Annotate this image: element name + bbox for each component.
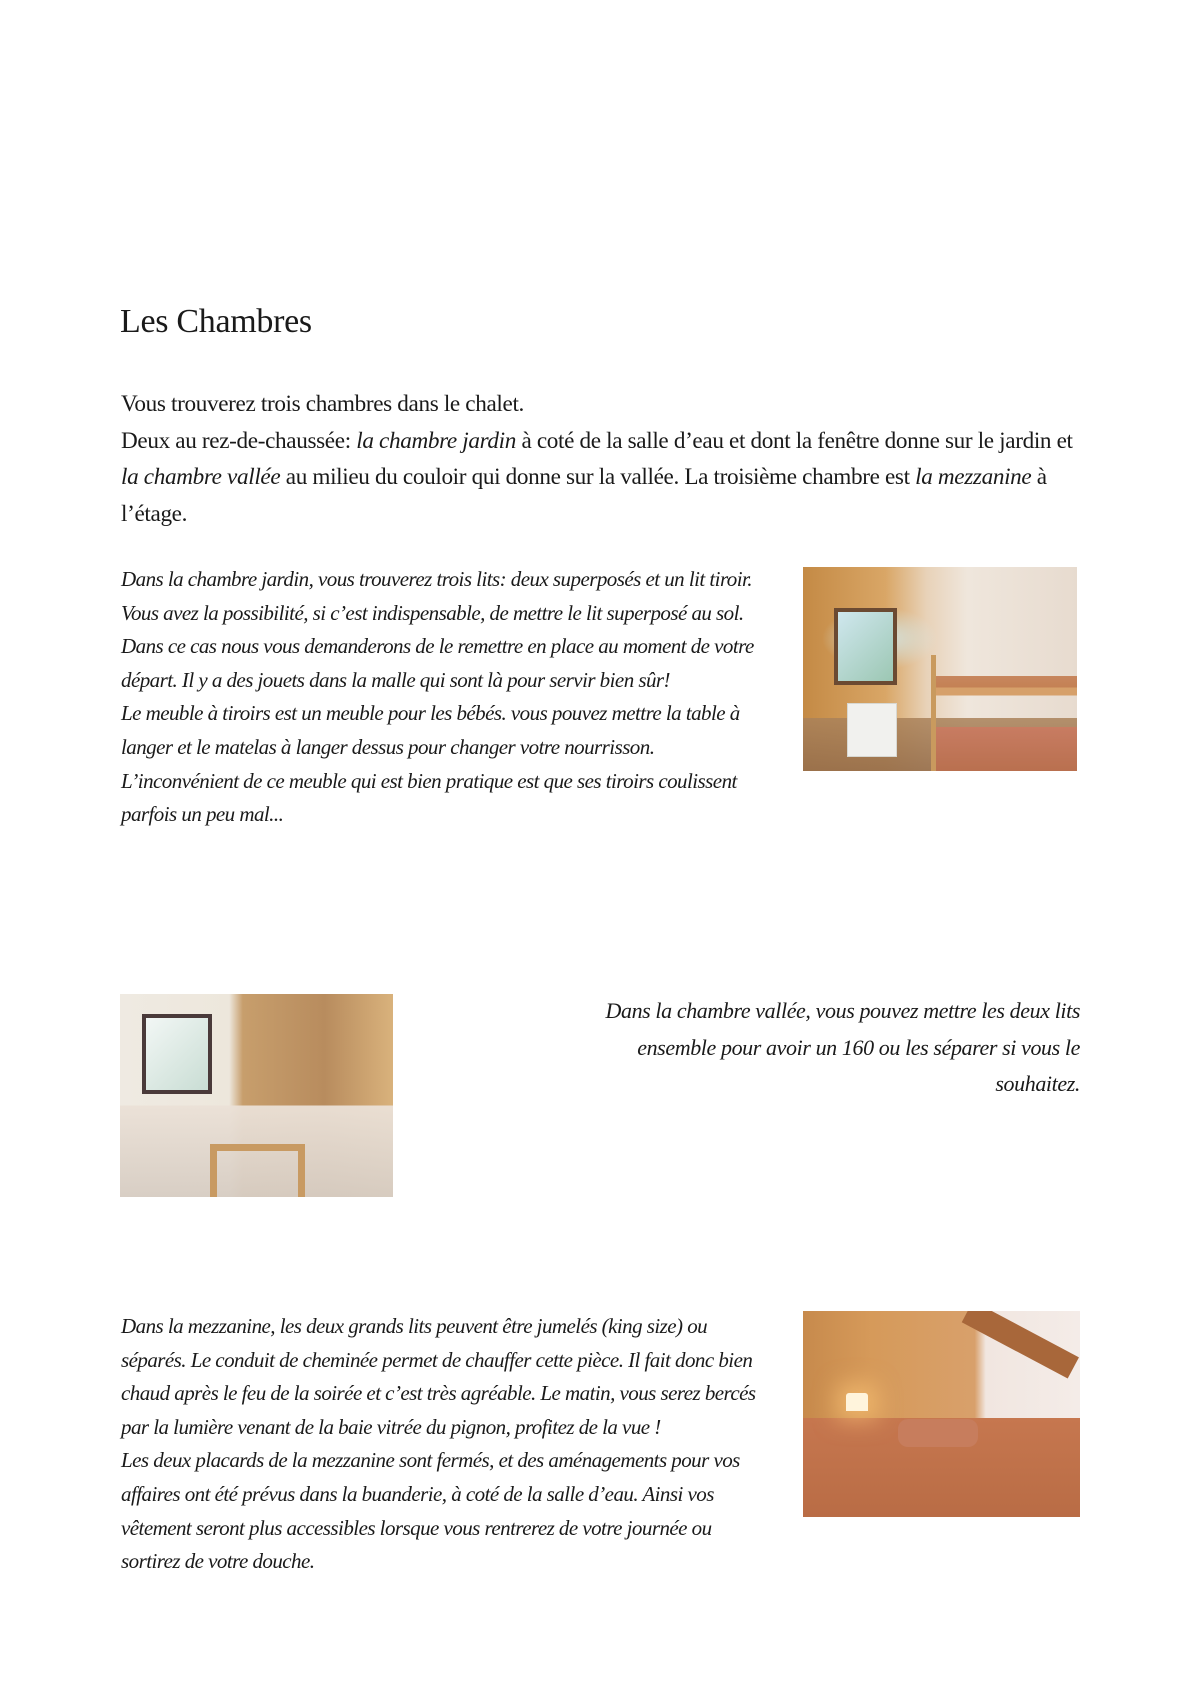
room-name-vallee: la chambre vallée — [121, 464, 281, 490]
room-description-jardin — [121, 563, 761, 832]
intro-rooms-description — [121, 423, 1083, 533]
intro-text: Deux au rez-de-chaussée: — [121, 427, 357, 454]
photo-chambre-vallee — [120, 994, 393, 1197]
room-description-vallee — [600, 993, 1080, 1103]
intro-text: à coté de la salle d’eau et dont la fenêtre donne sur le jardin et — [516, 427, 1073, 454]
intro-line: Vous trouverez trois chambres dans le chalet. — [121, 391, 524, 417]
room-paragraph: Les deux placards de la mezzanine sont fermés, et des aménagements pour vos affaires ont été prévus dans la buanderie, à coté de la salle d’eau. Ainsi vos vêtement seront plus accessibles lorsque vous rentrerez de votre journée ou sortirez de votre douche. — [121, 1448, 740, 1574]
room-name-jardin: la chambre jardin — [356, 427, 517, 454]
page-title: Les Chambres — [120, 303, 312, 340]
intro-text: au milieu du couloir qui donne sur la vallée. La troisième chambre est — [280, 464, 916, 490]
bed-frame-shape — [210, 1144, 305, 1197]
roof-beam-shape — [962, 1311, 1079, 1379]
photo-mezzanine — [803, 1311, 1080, 1517]
room-paragraph: Dans la mezzanine, les deux grands lits peuvent être jumelés (king size) ou séparés. Le conduit de cheminée permet de chauffer cette pièce. Il fait donc bien chaud après le feu de la soirée et c’est très agréable. Le matin, vous serez bercés par la lumière venant de la baie vitrée du pignon, profitez de la vue ! — [121, 1314, 756, 1439]
window-shape — [142, 1014, 212, 1094]
room-name-mezzanine: la mezzanine — [915, 464, 1032, 490]
intro-section — [121, 386, 1083, 532]
room-description-mezzanine — [121, 1310, 761, 1579]
room-paragraph: Dans la chambre vallée, vous pouvez mettre les deux lits ensemble pour avoir un 160 ou les séparer si vous le souhaitez. — [605, 998, 1080, 1096]
radiator-shape — [847, 703, 897, 757]
photo-chambre-jardin — [803, 567, 1077, 771]
room-paragraph: Vous avez la possibilité, si c’est indispensable, de mettre le lit superposé au sol. Dans ce cas nous vous demanderons de le remettre en place au moment de votre départ. Il y a des jouets dans la malle qui sont là pour servir bien sûr! — [121, 600, 754, 692]
lamp-shape — [846, 1393, 868, 1411]
pillow-shape — [898, 1419, 978, 1447]
room-paragraph: Dans la chambre jardin, vous trouverez trois lits: deux superposés et un lit tiroir. — [121, 567, 753, 591]
room-paragraph: Le meuble à tiroirs est un meuble pour les bébés. vous pouvez mettre la table à langer et le matelas à langer dessus pour changer votre nourrisson. L’inconvénient de ce meuble qui est bien pratique est que ses tiroirs coulissent parfois un peu mal... — [121, 701, 740, 827]
bunk-bed-shape — [931, 655, 1077, 771]
intro-text: à l’étage. — [121, 464, 1047, 527]
window-shape — [834, 608, 897, 685]
